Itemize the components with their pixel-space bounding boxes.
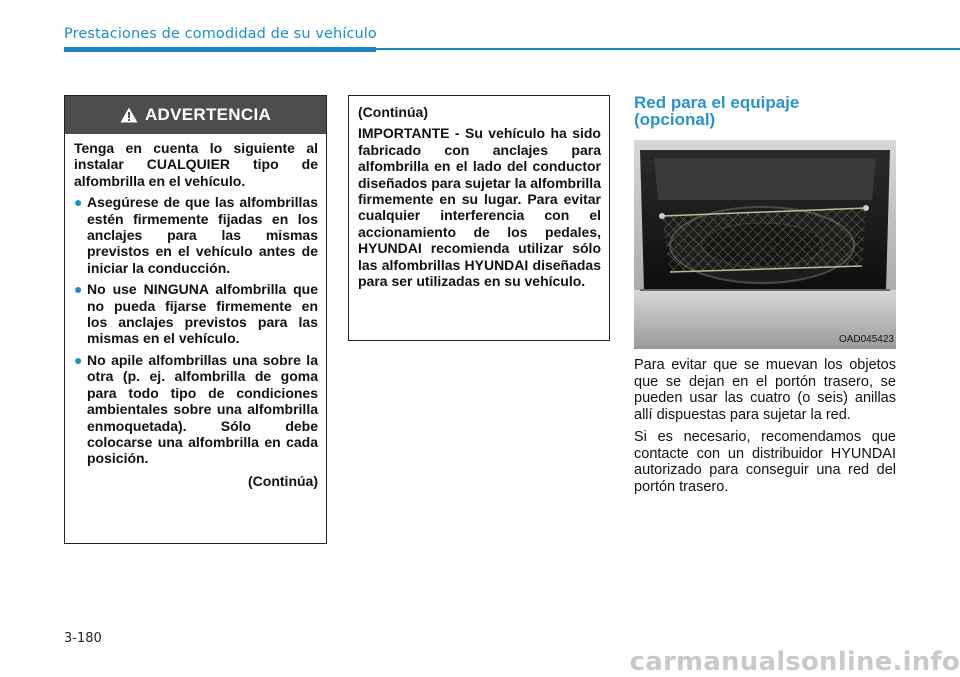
continued-note: (Continúa)	[248, 472, 318, 489]
continuation-box	[348, 95, 610, 341]
header-rule-thick	[64, 47, 376, 52]
warning-bullet-text: No use NINGUNA alfombrilla que no pueda fijarse firmemente en los anclajes previstos para las mismas en el vehículo.	[87, 281, 318, 347]
cargo-net-title	[634, 94, 896, 128]
cargo-net-paragraph: Si es necesario, recomendamos que contacte con un distribuidor HYUNDAI autorizado para conseguir una red del portón trasero.	[634, 429, 896, 495]
warning-bullet	[74, 194, 318, 276]
warning-body	[65, 134, 326, 489]
warning-bullet-text: No apile alfombrillas una sobre la otra (p. ej. alfombrilla de goma para todo tipo de condiciones ambientales sobre una alfombrilla enmoquetada). Sólo debe colocarse una alfombrilla en cada posición.	[87, 351, 318, 467]
cargo-net-title-line1: Red para el equipaje	[634, 93, 800, 112]
warning-bullet	[74, 281, 318, 347]
bullet-dot-icon: ●	[74, 281, 83, 298]
header-rule-thin	[376, 48, 960, 50]
warning-title: ADVERTENCIA	[144, 105, 272, 124]
photo-code: OAD045423	[838, 334, 894, 345]
cargo-net-photo	[634, 140, 896, 349]
continuation-text: IMPORTANTE - Su vehículo ha sido fabricado con anclajes para alfombrilla en el lado del conductor diseñados para sujetar la alfombrilla firmemente en su lugar. Para evitar cualquier interferencia con el accionamiento de los pedales, HYUNDAI recomienda utilizar sólo las alfombrillas HYUNDAI diseñadas para ser utilizadas en su vehículo.	[358, 125, 601, 290]
cargo-net-text	[634, 357, 896, 501]
warning-box	[64, 95, 327, 544]
cargo-net-paragraph: Para evitar que se muevan los objetos que se dejan en el portón trasero, se pueden usar las cuatro (o seis) anillas allí dispuestas para sujetar la red.	[634, 357, 896, 423]
cargo-net-title-line2: (opcional)	[634, 110, 716, 129]
bullet-dot-icon: ●	[74, 351, 83, 368]
warning-intro: Tenga en cuenta lo siguiente al instalar CUALQUIER tipo de alfombrilla en el vehículo.	[74, 140, 318, 189]
bullet-dot-icon: ●	[74, 194, 83, 211]
warning-bullet	[74, 352, 318, 467]
page-number: 3-180	[64, 631, 102, 646]
continuation-heading: (Continúa)	[358, 104, 428, 120]
warning-header	[65, 96, 326, 134]
warning-triangle-icon	[120, 107, 138, 123]
section-title: Prestaciones de comodidad de su vehículo	[64, 26, 377, 42]
watermark: carmanualsonline.info	[629, 647, 960, 677]
warning-bullet-text: Asegúrese de que las alfombrillas estén firmemente fijadas en los anclajes para las mismas previstos en el vehículo antes de iniciar la conducción.	[87, 194, 318, 276]
